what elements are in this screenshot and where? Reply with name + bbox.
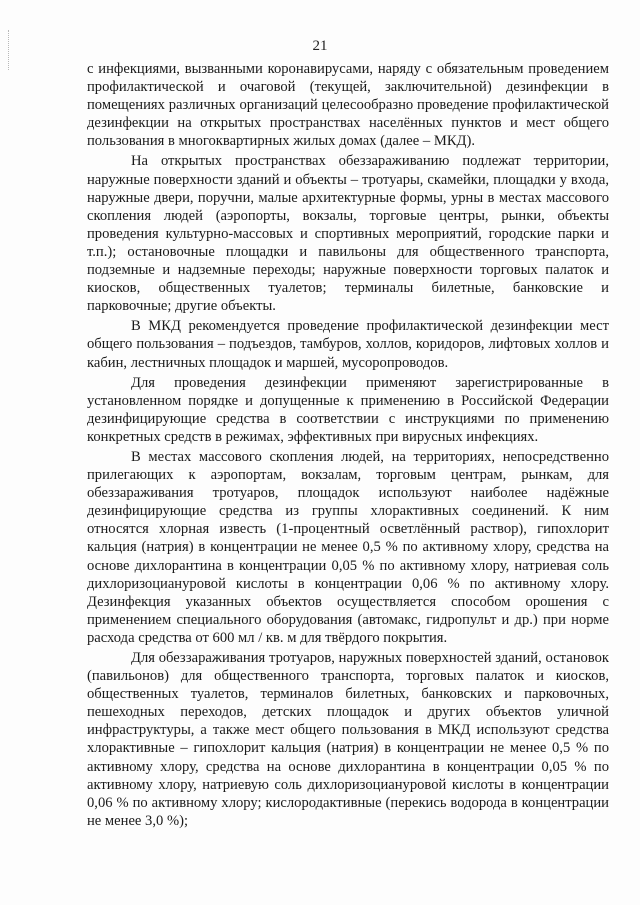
paragraph-crowded-places: В местах массового скопления людей, на территориях, непосредственно прилегающих к аэропортам, вокзалам, торговым центрам, рынкам, для обеззараживания тротуаров, площадок используют наиболее надёжные дезинфицирующие средства из группы хлорактивных соединений. К ним относятся хлорная известь (1-процентный осветлённый раствор), гипохлорит кальция (натрия) в концентрации не менее 0,5 % по активному хлору, средства на основе дихлорантина в концентрации 0,05 % по активному хлору, натриевая соль дихлоризоциануровой кислоты в концентрации 0,06 % по активному хлору. Дезинфекция указанных объектов осуществляется способом орошения с применением специального оборудования (автомакс, гидропульт и др.) при норме расхода средства от 600 мл / кв. м для твёрдого покрытия. [87, 448, 609, 646]
paragraph-continuation: с инфекциями, вызванными коронавирусами, наряду с обязательным проведением профилактической и очаговой (текущей, заключительной) дезинфекции в помещениях различных организаций целесообразно проведение профилактической дезинфекции на открытых пространствах населённых пунктов и мест общего пользования в многоквартирных жилых домах (далее – МКД). [87, 61, 609, 150]
paragraph-mkd: В МКД рекомендуется проведение профилактической дезинфекции мест общего пользования – подъездов, тамбуров, холлов, коридоров, лифтовых холлов и кабин, лестничных площадок и маршей, мусоропроводов. [87, 318, 609, 371]
paragraph-sidewalks: Для обеззараживания тротуаров, наружных поверхностей зданий, остановок (павильонов) для общественного транспорта, торговых палаток и киосков, общественных туалетов, терминалов билетных, банковских и парковочных, пешеходных переходов, детских площадок и других объектов уличной инфраструктуры, а также мест общего пользования в МКД используют средства хлорактивные – гипохлорит кальция (натрия) в концентрации не менее 0,5 % по активному хлору, средства на основе дихлорантина в концентрации 0,05 % по активному хлору, натриевую соль дихлоризоциануровой кислоты в концентрации 0,06 % по активному хлору; кислородактивные (перекись водорода в концентрации не менее 3,0 %); [87, 650, 609, 829]
document-body [87, 60, 609, 830]
page-number: 21 [312, 38, 328, 54]
paragraph-disinfectants: Для проведения дезинфекции применяют зарегистрированные в установленном порядке и допущенные к применению в Российской Федерации дезинфицирующие средства в соответствии с инструкциями по применению конкретных средств в режимах, эффективных при вирусных инфекциях. [87, 374, 609, 445]
paragraph-open-spaces: На открытых пространствах обеззараживанию подлежат территории, наружные поверхности зданий и объекты – тротуары, скамейки, площадки у входа, наружные двери, поручни, малые архитектурные формы, урны в местах массового скопления людей (аэропорты, вокзалы, торговые центры, рынки, объекты проведения культурно-массовых и спортивных мероприятий, городские парки и т.п.); остановочные площадки и павильоны для общественного транспорта, подземные и надземные переходы; наружные поверхности торговых палаток и киосков, общественных туалетов; терминалы билетные, банковские и парковочные; другие объекты. [87, 153, 609, 315]
